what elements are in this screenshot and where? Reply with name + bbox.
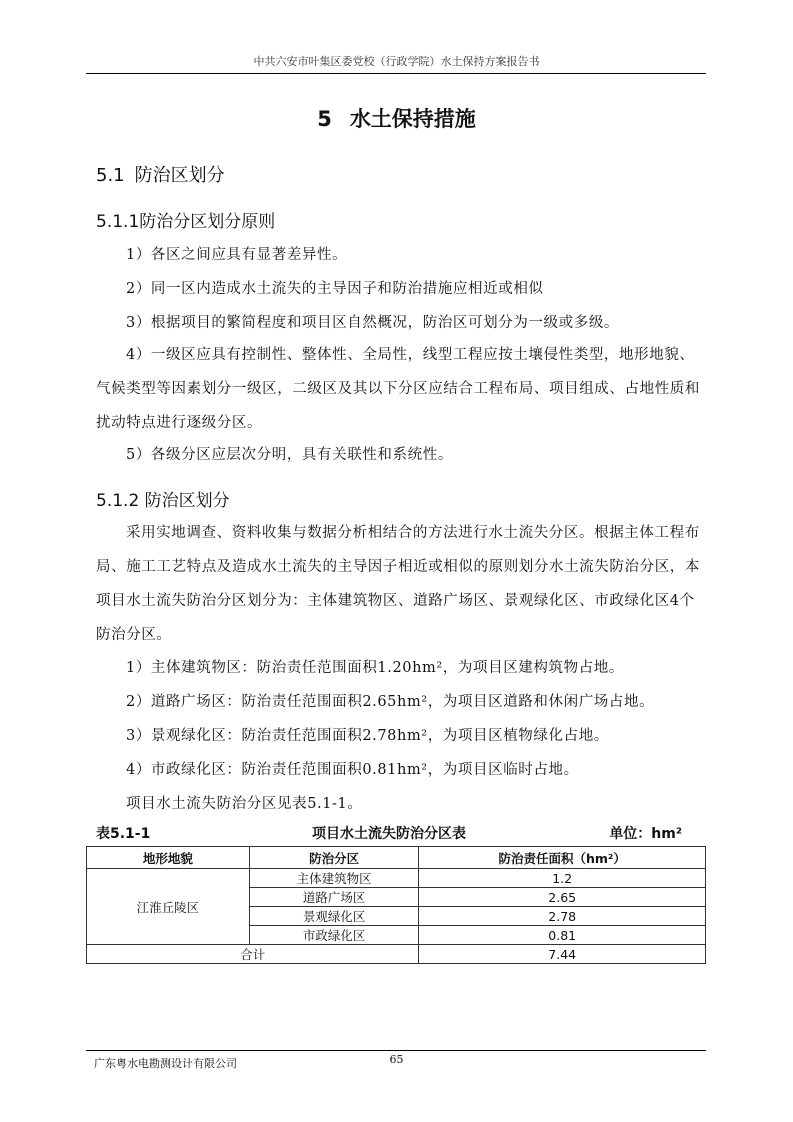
footer-rule <box>86 1050 706 1051</box>
zone-item-1: 1）主体建筑物区：防治责任范围面积1.20hm²，为项目区建构筑物占地。 <box>126 660 625 676</box>
table-number: 表5.1-1 <box>96 826 151 842</box>
area-cell: 2.78 <box>419 907 706 926</box>
section-heading <box>96 161 225 187</box>
zone-item-4: 4）市政绿化区：防治责任范围面积0.81hm²，为项目区临时占地。 <box>126 762 579 778</box>
landform-cell: 江淮丘陵区 <box>87 869 250 945</box>
header-zone: 防治分区 <box>249 847 419 869</box>
table-reference-note: 项目水土流失防治分区见表5.1-1。 <box>126 796 363 812</box>
header-rule <box>86 73 706 74</box>
chapter-title <box>0 103 793 133</box>
area-cell: 1.2 <box>419 869 706 888</box>
chapter-number: 5 <box>317 107 332 131</box>
zone-area-table <box>86 846 706 964</box>
principle-item-1: 1）各区之间应具有显著差异性。 <box>126 247 348 263</box>
header-landform: 地形地貌 <box>87 847 250 869</box>
zone-cell: 景观绿化区 <box>249 907 419 926</box>
zone-cell: 道路广场区 <box>249 888 419 907</box>
table-header-row <box>87 847 706 869</box>
zone-cell: 市政绿化区 <box>249 926 419 945</box>
principle-item-4: 4）一级区应具有控制性、整体性、全局性，线型工程应按土壤侵性类型，地形地貌、气候类型等因素划分一级区，二级区及其以下分区应结合工程布局、项目组成、占地性质和扰动特点进行逐级分区。 <box>96 347 700 431</box>
table-unit: 单位：hm² <box>609 826 682 842</box>
header-area: 防治责任面积（hm²） <box>419 847 706 869</box>
area-cell: 2.65 <box>419 888 706 907</box>
subsection-heading-2: 5.1.2 防治区划分 <box>96 491 230 511</box>
page-number: 65 <box>389 1053 404 1066</box>
table-title: 项目水土流失防治分区表 <box>312 826 466 842</box>
division-intro: 采用实地调查、资料收集与数据分析相结合的方法进行水土流失分区。根据主体工程布局、施工工艺特点及造成水土流失的主导因子相近或相似的原则划分水土流失防治分区，本项目水土流失防治分区划分为：主体建筑物区、道路广场区、景观绿化区、市政绿化区4个防治分区。 <box>96 525 700 643</box>
page-header: 中共六安市叶集区委党校（行政学院）水土保持方案报告书 <box>253 55 540 68</box>
chapter-title-text: 水土保持措施 <box>349 107 476 131</box>
table-caption <box>96 823 682 843</box>
principle-item-2: 2）同一区内造成水土流失的主导因子和防治措施应相近或相似 <box>126 281 544 297</box>
principle-item-5: 5）各级分区应层次分明，具有关联性和系统性。 <box>126 447 453 463</box>
zone-cell: 主体建筑物区 <box>249 869 419 888</box>
zone-item-2: 2）道路广场区：防治责任范围面积2.65hm²，为项目区道路和休闲广场占地。 <box>126 694 655 710</box>
total-label: 合计 <box>87 945 419 964</box>
footer-company: 广东粤水电勘测设计有限公司 <box>94 1057 237 1070</box>
zone-item-3: 3）景观绿化区：防治责任范围面积2.78hm²，为项目区植物绿化占地。 <box>126 728 609 744</box>
table-total-row <box>87 945 706 964</box>
area-cell: 0.81 <box>419 926 706 945</box>
section-number: 5.1 <box>96 165 125 186</box>
total-value: 7.44 <box>419 945 706 964</box>
principle-item-3: 3）根据项目的繁简程度和项目区自然概况，防治区可划分为一级或多级。 <box>126 315 620 331</box>
subsection-heading-1: 5.1.1防治分区划分原则 <box>96 212 276 232</box>
table-row <box>87 869 706 888</box>
section-title: 防治区划分 <box>134 165 225 186</box>
